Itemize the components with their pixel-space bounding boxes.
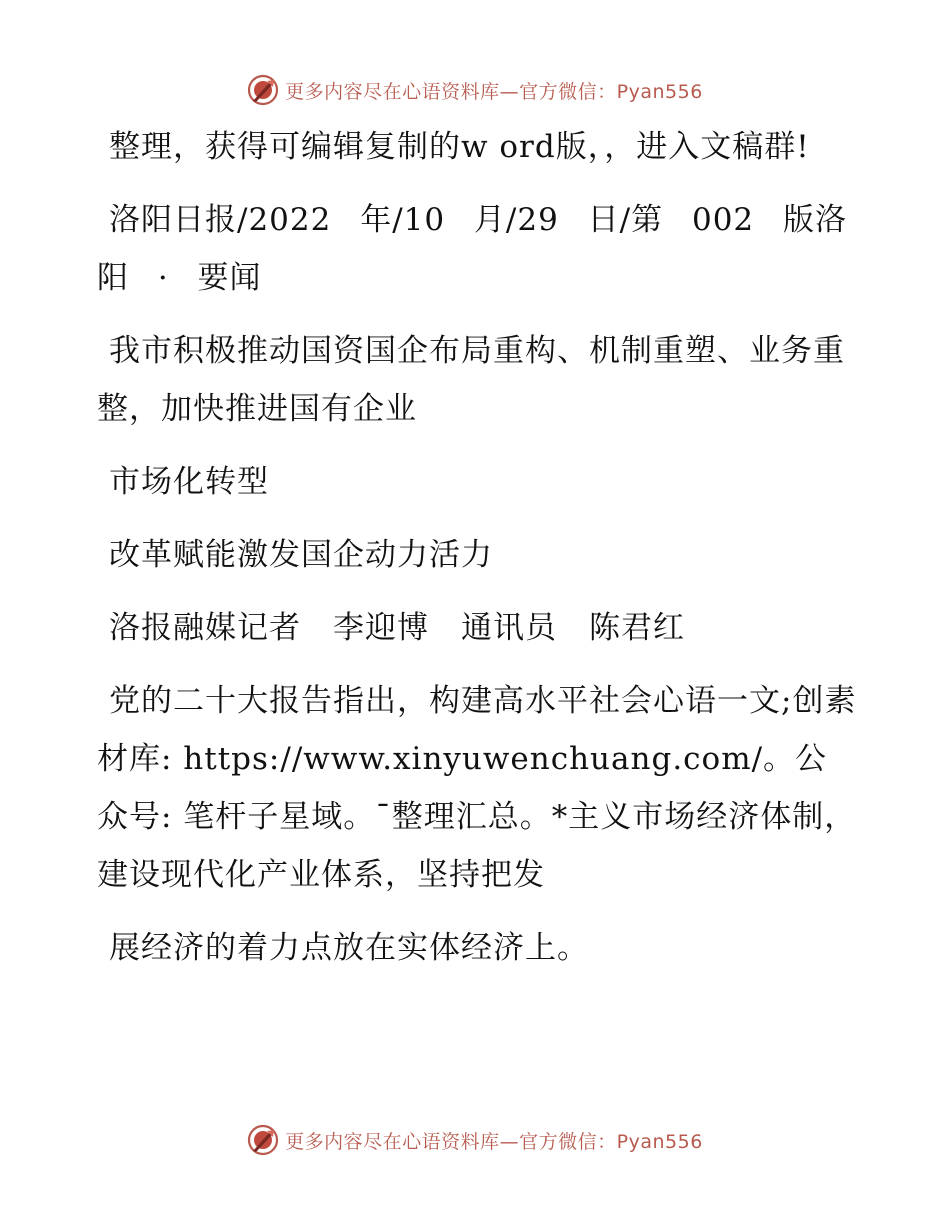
paragraph-body: 党的二十大报告指出，构建高水平社会心语一文;创素材库: https://www.xinyuwenchuang.com/。公众号: 笔杆子星域。¯整理汇总。*主义市场经济体制，建设现代化产业体系，坚持把发 [97, 683, 857, 893]
paragraph-subtitle: 改革赋能激发国企动力活力 [109, 537, 493, 573]
paragraph-body-cont: 展经济的着力点放在实体经济上。 [109, 930, 589, 966]
document-body [97, 118, 857, 992]
header-banner [0, 72, 950, 108]
banner-text: 更多内容尽在心语资料库—官方微信：Pyan556 [285, 80, 703, 103]
paragraph-headline-cont: 市场化转型 [109, 464, 269, 500]
paragraph-source: 洛阳日报/2022 年/10 月/29 日/第 002 版洛阳 · 要闻 [97, 202, 848, 296]
quill-pen-icon [247, 74, 279, 106]
paragraph-intro: 整理，获得可编辑复制的w ord版，，进入文稿群! [109, 129, 810, 165]
paragraph-headline: 我市积极推动国资国企布局重构、机制重塑、业务重整，加快推进国有企业 [97, 333, 845, 427]
quill-pen-icon [247, 1124, 279, 1156]
paragraph-byline: 洛报融媒记者 李迎博 通讯员 陈君红 [109, 610, 685, 646]
banner-text: 更多内容尽在心语资料库—官方微信：Pyan556 [285, 1130, 703, 1153]
footer-banner [0, 1122, 950, 1158]
